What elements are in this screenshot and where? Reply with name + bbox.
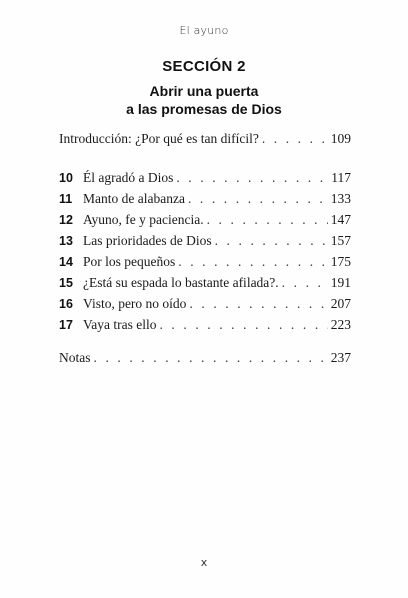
running-head: El ayuno [179,24,229,37]
toc-row-chapter [59,233,351,251]
toc-row-introduction [59,131,351,149]
toc-entry-title: Por los pequeños [83,254,176,269]
page-folio: x [200,556,208,569]
chapter-number: 14 [59,255,73,269]
toc-row-chapter [59,296,351,314]
toc-entry-title: Ayuno, fe y paciencia. [83,212,204,227]
dot-leader [176,170,328,186]
chapter-number: 10 [59,171,73,185]
dot-leader [94,350,328,366]
toc-row-chapter [59,275,351,293]
toc-page-number: 191 [330,275,351,290]
toc-entry-title: Las prioridades de Dios [83,233,212,248]
toc-page-number: 109 [330,131,351,146]
toc-row-chapter [59,212,351,230]
chapter-number: 16 [59,297,73,311]
toc-page-number: 147 [330,212,351,227]
toc-page-number: 133 [330,191,351,206]
dot-leader [215,233,328,249]
toc-entry-title: Él agradó a Dios [83,170,174,185]
toc-row-chapter [59,170,351,188]
toc-page-number: 207 [330,296,351,311]
toc-row-chapter [59,254,351,272]
dot-leader [262,131,328,147]
toc-page-number: 223 [330,317,351,332]
toc-entry-title: ¿Está su espada lo bastante afilada?. [83,275,279,290]
toc-row-chapter [59,317,351,335]
dot-leader [282,275,328,291]
toc-entry-title: Visto, pero no oído [83,296,187,311]
chapter-number: 17 [59,318,73,332]
chapter-number: 12 [59,213,73,227]
dot-leader [207,212,328,228]
dot-leader [188,191,328,207]
dot-leader [159,317,327,333]
chapter-number: 11 [59,192,73,206]
toc-page-number: 157 [330,233,351,248]
toc-row-chapter [59,191,351,209]
dot-leader [178,254,328,270]
toc-row-notes [59,350,351,368]
chapter-number: 15 [59,276,73,290]
toc-entry-title: Introducción: ¿Por qué es tan difícil? [59,131,259,146]
toc-entry-title: Vaya tras ello [83,317,157,332]
chapter-number: 13 [59,234,73,248]
section-title: SECCIÓN 2 [162,58,246,75]
toc-page-number: 175 [330,254,351,269]
section-subtitle-line-2: a las promesas de Dios [126,101,282,117]
toc-entry-title: Manto de alabanza [83,191,185,206]
dot-leader [189,296,327,312]
toc-page-number: 237 [330,350,351,365]
toc-entry-title: Notas [59,350,91,365]
toc-page-number: 117 [331,170,351,185]
section-subtitle [0,82,408,118]
section-subtitle-line-1: Abrir una puerta [149,83,259,99]
